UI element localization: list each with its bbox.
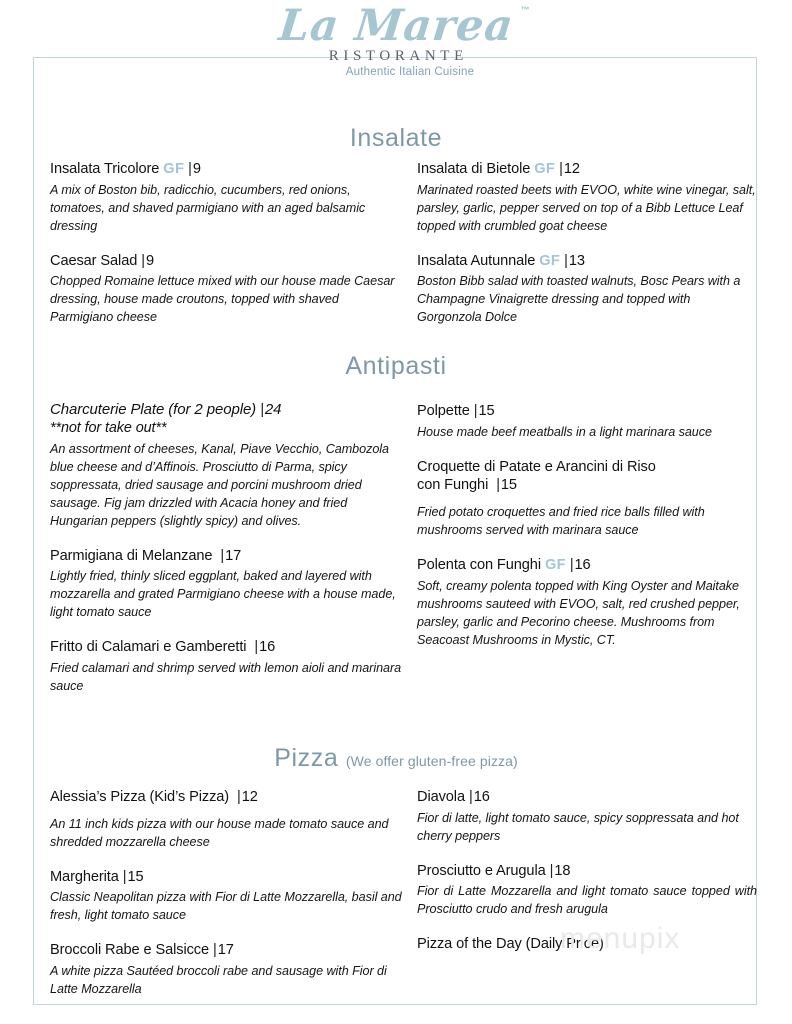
menu-item-price: 16 — [574, 557, 591, 574]
menu-item-description: Classic Neapolitan pizza with Fior di Latte Mozzarella, basil and fresh, light tomato sauce — [50, 890, 402, 923]
price-separator: | — [559, 161, 563, 177]
restaurant-masthead — [0, 0, 792, 100]
restaurant-name: La Marea — [276, 1, 516, 51]
section-heading-label: Insalate — [349, 124, 443, 152]
menu-item-title-line2: con Funghi — [417, 477, 489, 494]
menu-item-title: Charcuterie Plate (for 2 people) — [50, 401, 257, 418]
gluten-free-badge: GF — [539, 252, 561, 269]
price-separator: | — [141, 252, 145, 269]
menu-item-description: Chopped Romaine lettuce mixed with our house made Caesar dressing, house made croutons, topped with shaved Parmigiano cheese — [50, 274, 395, 325]
menu-item — [417, 556, 757, 649]
menu-item-price: 16 — [259, 639, 276, 656]
menu-item-price: 12 — [241, 789, 258, 805]
price-separator: | — [564, 252, 568, 269]
restaurant-logo — [276, 1, 530, 51]
menu-item-description: A white pizza Sautéed broccoli rabe and sausage with Fior di Latte Mozzarella — [50, 964, 387, 997]
price-separator: | — [260, 401, 264, 418]
menu-item-price: 17 — [217, 942, 234, 959]
menu-item-description: Fried calamari and shrimp served with lemon aioli and marinara sauce — [50, 660, 402, 693]
section-heading-label: Antipasti — [345, 352, 447, 380]
menu-item-title: Caesar Salad — [50, 252, 138, 269]
menu-item — [50, 252, 402, 327]
price-separator: | — [188, 161, 192, 177]
menu-item-price: 12 — [563, 161, 580, 177]
menu-item — [417, 458, 757, 539]
menu-item-name — [50, 788, 402, 807]
menu-item — [417, 788, 757, 845]
menu-item-title: Polpette — [417, 403, 470, 419]
price-separator: | — [220, 547, 225, 564]
price-separator: | — [569, 557, 574, 574]
menu-item-description: Soft, creamy polenta topped with King Oyster and Maitake mushrooms sauteed with EVOO, salt, red crushed pepper, parsley, garlic and Pecorino cheese. Mushrooms from Seacoast Mushrooms in Mystic, CT. — [417, 578, 740, 647]
menu-item-title: Croquette di Patate e Arancini di Riso — [417, 458, 656, 475]
gluten-free-badge: GF — [544, 557, 566, 574]
menu-item — [50, 638, 402, 695]
menu-item-price: 16 — [473, 789, 490, 805]
menu-item-note: **not for take out** — [50, 420, 167, 437]
menu-item-description: Boston Bibb salad with toasted walnuts, Bosc Pears with a Champagne Vinaigrette dressing and topped with Gorgonzola Dolce — [417, 274, 741, 325]
antipasti-left-column — [50, 400, 402, 695]
menu-item-description: An assortment of cheeses, Kanal, Piave Vecchio, Cambozola blue cheese and d’Affinois. Prosciutto di Parma, spicy soppressata, dried sausage and porcini mushroom dried sausage. Fig jam drizzled with Acacia honey and fried Hungarian peppers (slightly spicy) and olives. — [50, 441, 389, 528]
menupix-watermark: menupix — [560, 922, 681, 955]
menu-item-name — [50, 638, 402, 657]
menu-item-title: Alessia’s Pizza (Kid’s Pizza) — [50, 789, 230, 805]
section-heading-pizza — [0, 744, 792, 773]
menu-item-name — [50, 941, 402, 960]
menu-item — [50, 547, 402, 622]
menu-item-price: 15 — [500, 477, 517, 494]
menu-item — [50, 868, 402, 925]
gluten-free-badge: GF — [534, 161, 556, 177]
pizza-left-column — [50, 788, 402, 998]
price-separator: | — [237, 789, 241, 805]
menu-item-price: 9 — [192, 161, 201, 177]
menu-item-title: Diavola — [417, 789, 465, 805]
menu-item-price: 17 — [225, 547, 242, 564]
menu-item-price: 15 — [127, 868, 144, 885]
menu-item — [50, 400, 402, 530]
menu-item-title: Insalata Tricolore — [50, 161, 160, 177]
menu-item-name — [50, 160, 402, 179]
menu-item-title: Pizza of the Day (Daily Price) — [417, 936, 604, 953]
menu-item-price: 9 — [145, 252, 154, 269]
insalate-left-column — [50, 160, 402, 326]
menu-item-name — [50, 400, 402, 438]
menu-item-title: Polenta con Funghi — [417, 557, 541, 574]
menu-item-name — [417, 458, 757, 495]
menu-item-name — [50, 252, 402, 271]
menu-item-title: Broccoli Rabe e Salsicce — [50, 942, 210, 959]
section-heading-note: (We offer gluten-free pizza) — [345, 753, 518, 769]
menu-item-price: 18 — [554, 862, 571, 879]
insalate-right-column — [417, 160, 757, 326]
menu-item-description: House made beef meatballs in a light marinara sauce — [417, 424, 712, 439]
price-separator: | — [468, 789, 473, 805]
antipasti-right-column — [417, 402, 757, 649]
price-separator: | — [213, 942, 217, 959]
section-heading-insalate — [0, 124, 792, 153]
menu-item-name — [417, 556, 757, 575]
price-separator: | — [473, 403, 478, 419]
menu-item-description: Lightly fried, thinly sliced eggplant, baked and layered with mozzarella and grated Parmigiano cheese with a house made, light tomato sauce — [50, 569, 396, 620]
menu-item-description: Fior di Latte Mozzarella and light tomato sauce topped with Prosciutto crudo and fresh arugula — [417, 884, 757, 917]
menu-item-name — [50, 868, 402, 887]
menu-item-title: Prosciutto e Arugula — [417, 862, 546, 879]
menu-item-price: 24 — [264, 401, 282, 418]
menu-item — [417, 402, 757, 441]
price-separator: | — [549, 862, 554, 879]
menu-item-description: An 11 inch kids pizza with our house made tomato sauce and shredded mozzarella cheese — [50, 816, 389, 849]
price-separator: | — [122, 868, 127, 885]
restaurant-tagline: Authentic Italian Cuisine — [345, 66, 475, 79]
menu-item-name — [417, 788, 757, 807]
restaurant-subtitle: RISTORANTE — [328, 48, 468, 65]
menu-item-description: A mix of Boston bib, radicchio, cucumbers, red onions, tomatoes, and shaved parmigiano with an aged balsamic dressing — [50, 182, 366, 233]
menu-item-name — [417, 160, 757, 179]
menu-item-description: Fior di latte, light tomato sauce, spicy soppressata and hot cherry peppers — [417, 810, 739, 843]
menu-item-description: Fried potato croquettes and fried rice balls filled with mushrooms served with marinara sauce — [417, 505, 705, 538]
menu-item-name — [417, 402, 757, 421]
menu-item-price: 15 — [478, 403, 495, 419]
menu-item-description: Marinated roasted beets with EVOO, white wine vinegar, salt, parsley, garlic, pepper served on top of a Bibb Lettuce Leaf topped with crumbled goat cheese — [417, 182, 756, 233]
menu-item — [50, 160, 402, 235]
menu-item-name — [50, 547, 402, 566]
menu-item-name — [417, 862, 757, 881]
price-separator: | — [254, 639, 259, 656]
section-heading-antipasti — [0, 352, 792, 381]
menu-item — [417, 252, 757, 327]
menu-item — [417, 160, 757, 235]
gluten-free-badge: GF — [163, 161, 185, 177]
menu-item-price: 13 — [568, 252, 585, 269]
trademark-icon: ™ — [520, 5, 530, 15]
menu-item-title: Parmigiana di Melanzane — [50, 547, 213, 564]
menu-item-title: Margherita — [50, 868, 119, 885]
menu-item-name — [417, 252, 757, 271]
menu-item-title: Fritto di Calamari e Gamberetti — [50, 639, 247, 656]
menu-item — [50, 941, 402, 998]
menu-item — [417, 862, 757, 919]
menu-item-title: Insalata di Bietole — [417, 161, 531, 177]
menu-item-title: Insalata Autunnale — [417, 252, 536, 269]
menu-item — [50, 788, 402, 851]
price-separator: | — [496, 477, 500, 494]
section-heading-label: Pizza — [274, 744, 339, 772]
